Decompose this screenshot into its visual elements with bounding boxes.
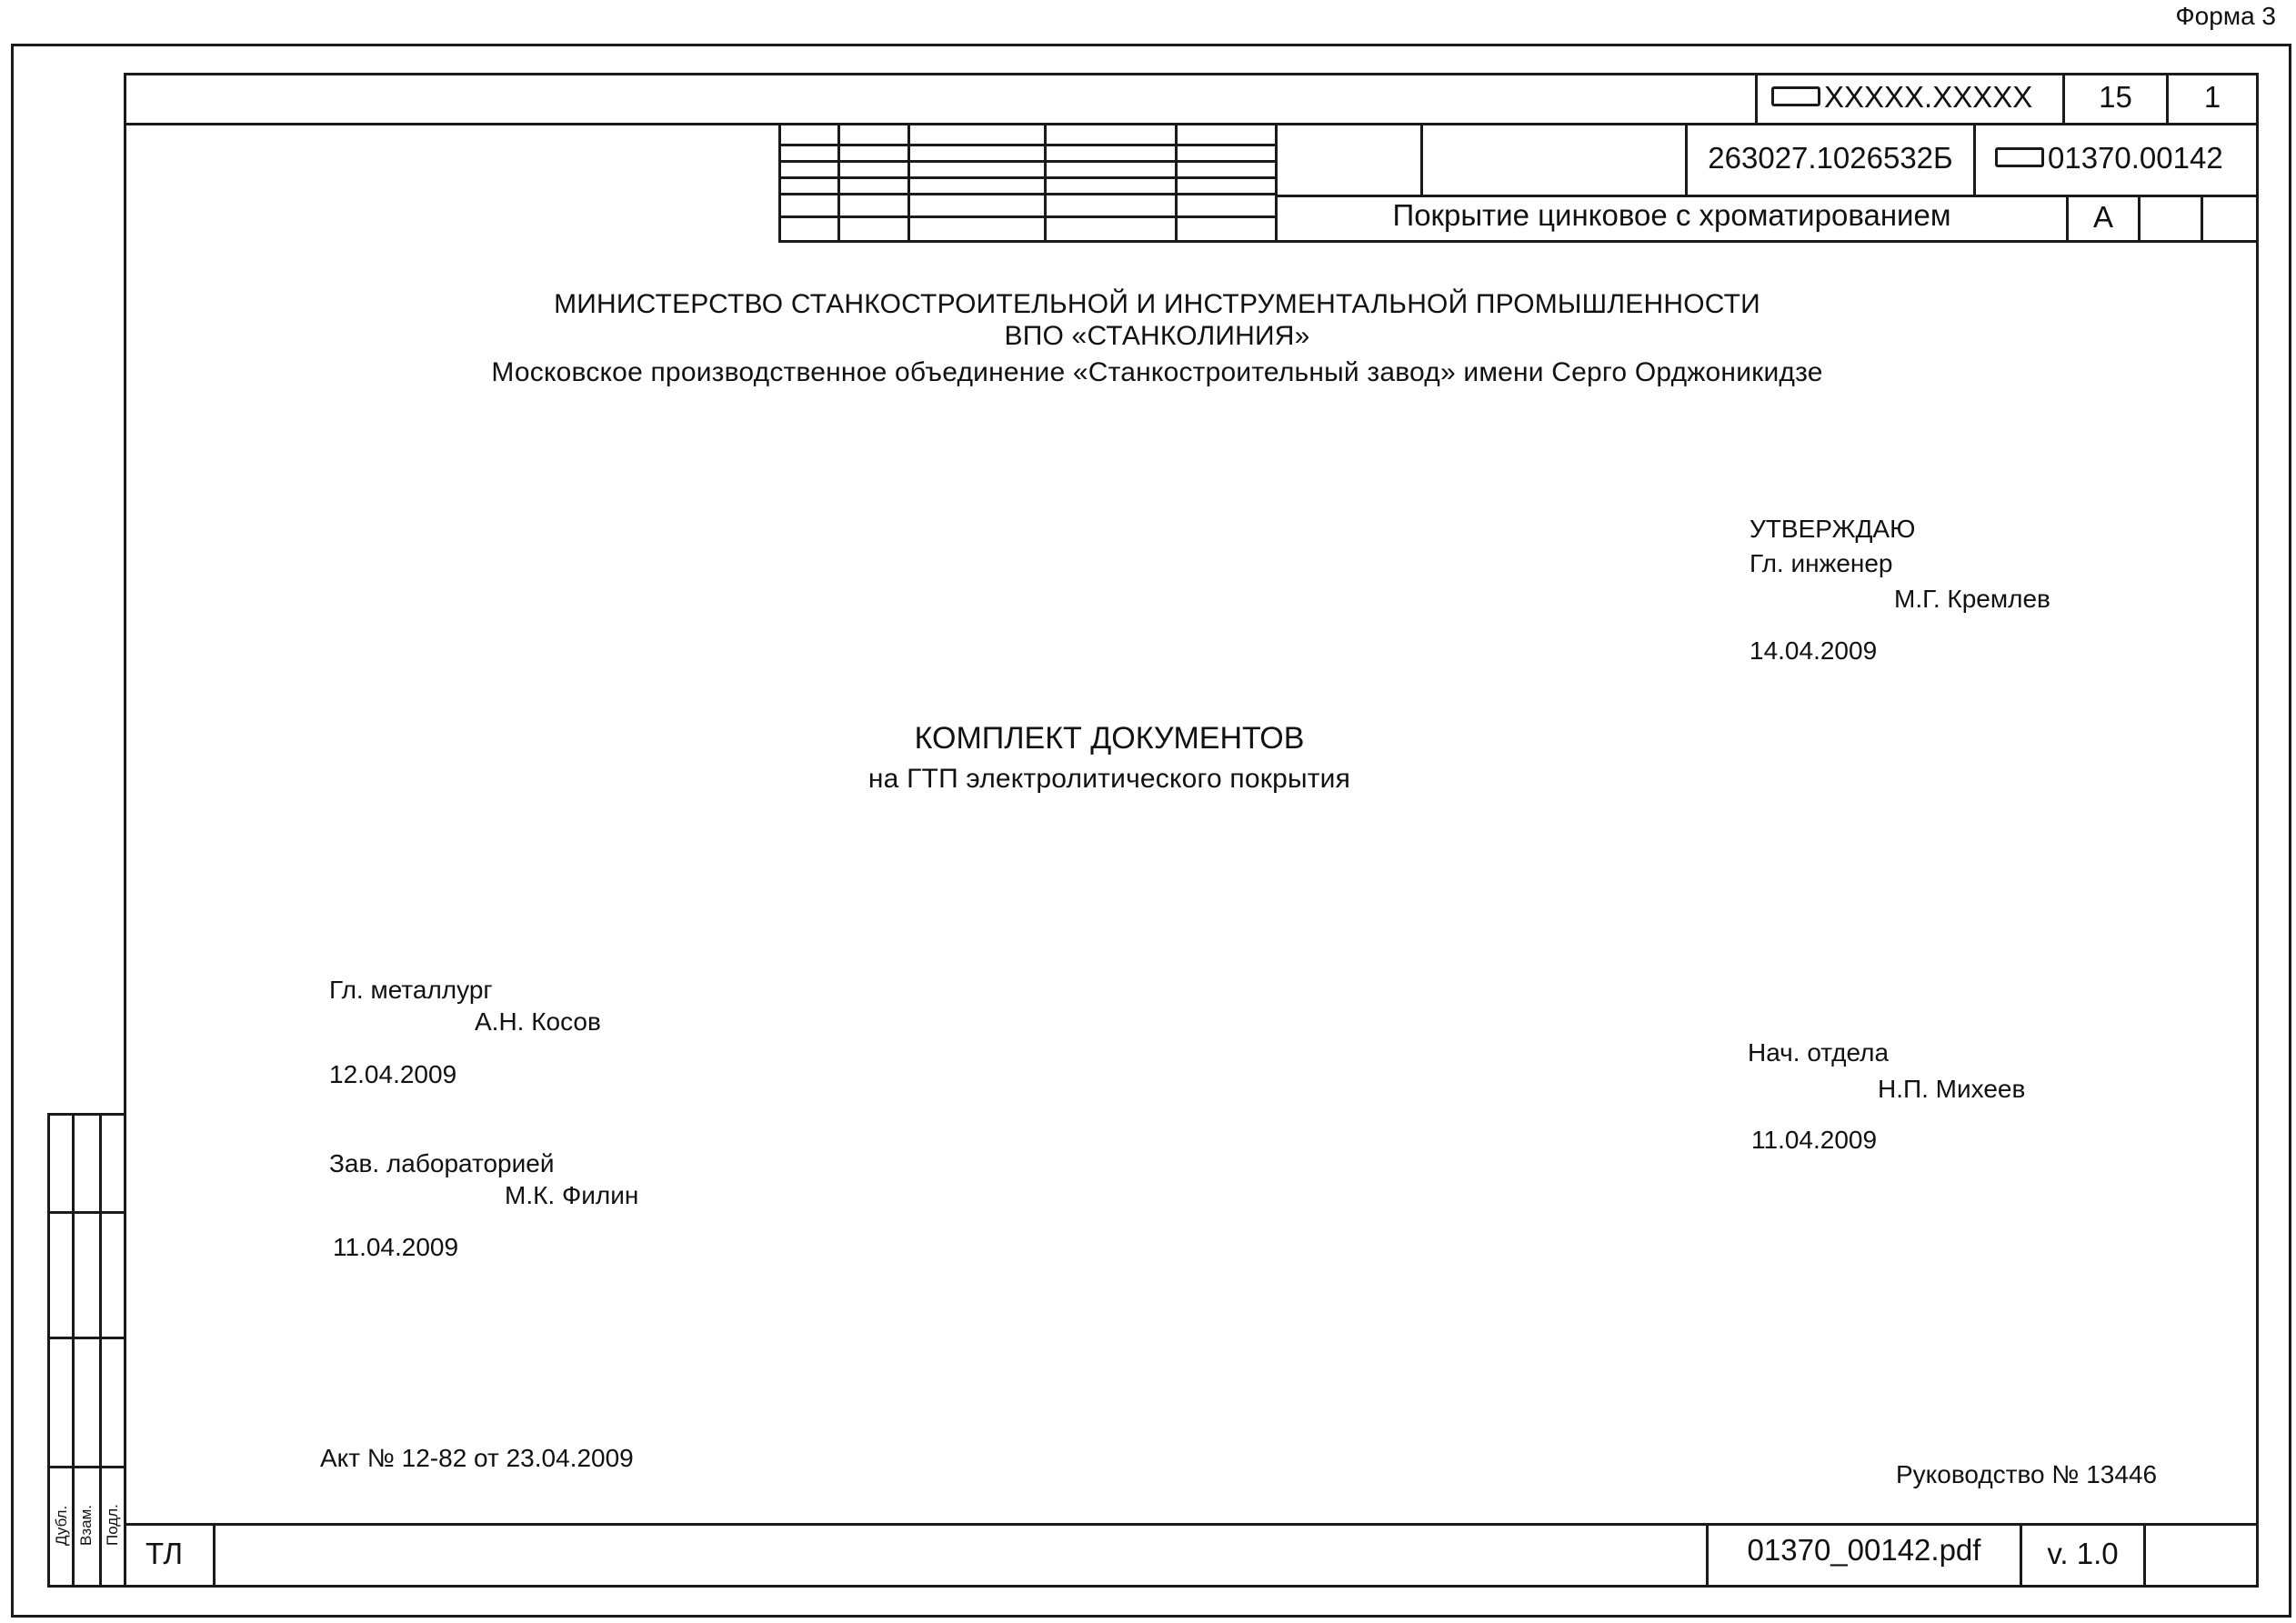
signatory-name: А.Н. Косов: [475, 1007, 601, 1036]
document-icon: [1995, 147, 2044, 167]
signatory-position: Гл. металлург: [329, 976, 493, 1004]
vpo-name: ВПО «СТАНКОЛИНИЯ»: [1004, 321, 1310, 351]
approval-position: Гл. инженер: [1750, 549, 1893, 577]
document-code: 263027.1026532Б: [1708, 141, 1953, 175]
side-label-podl: Подл.: [104, 1504, 121, 1546]
signatory-date: 12.04.2009: [329, 1060, 457, 1088]
designation: 01370.00142: [1995, 141, 2223, 175]
signatory-date: 11.04.2009: [1751, 1126, 1878, 1154]
guide-reference: Руководство № 13446: [1896, 1460, 2158, 1488]
document-set-title: КОМПЛЕКТ ДОКУМЕНТОВ: [914, 721, 1305, 756]
ministry-name: МИНИСТЕРСТВО СТАНКОСТРОИТЕЛЬНОЙ И ИНСТРУМЕНТАЛЬНОЙ ПРОМЫШЛЕННОСТИ: [554, 289, 1760, 319]
letter: А: [2092, 200, 2113, 234]
version: v. 1.0: [2047, 1537, 2119, 1570]
document-type: ТЛ: [145, 1537, 184, 1570]
signatory-position: Нач. отдела: [1748, 1038, 1890, 1067]
side-label-dubl: Дубл.: [53, 1505, 70, 1546]
sheet-number: 15: [2099, 80, 2132, 114]
file-name: 01370_00142.pdf: [1747, 1533, 1981, 1567]
document-icon: [1771, 86, 1820, 106]
signatory-position: Зав. лабораторией: [329, 1149, 555, 1177]
approval-date: 14.04.2009: [1750, 636, 1878, 665]
document-title: Покрытие цинковое с хроматированием: [1392, 198, 1951, 232]
approval-label: УТВЕРЖДАЮ: [1750, 515, 1916, 543]
approval-name: М.Г. Кремлев: [1894, 585, 2050, 613]
organization-name: Московское производственное объединение «Станкостроительный завод» имени Серго Орджоникидзе: [491, 357, 1823, 387]
designation-top: XXXXX.XXXXX: [1771, 80, 2032, 115]
signatory-name: М.К. Филин: [505, 1181, 639, 1209]
signatory-date: 11.04.2009: [333, 1233, 459, 1261]
signatory-name: Н.П. Михеев: [1878, 1075, 2026, 1103]
sheets-count: 1: [2203, 80, 2221, 114]
act-reference: Акт № 12-82 от 23.04.2009: [320, 1444, 634, 1472]
side-label-vzam: Взам.: [77, 1505, 95, 1546]
document-set-subtitle: на ГТП электролитического покрытия: [867, 764, 1351, 794]
form-label: Форма 3: [2175, 2, 2276, 30]
